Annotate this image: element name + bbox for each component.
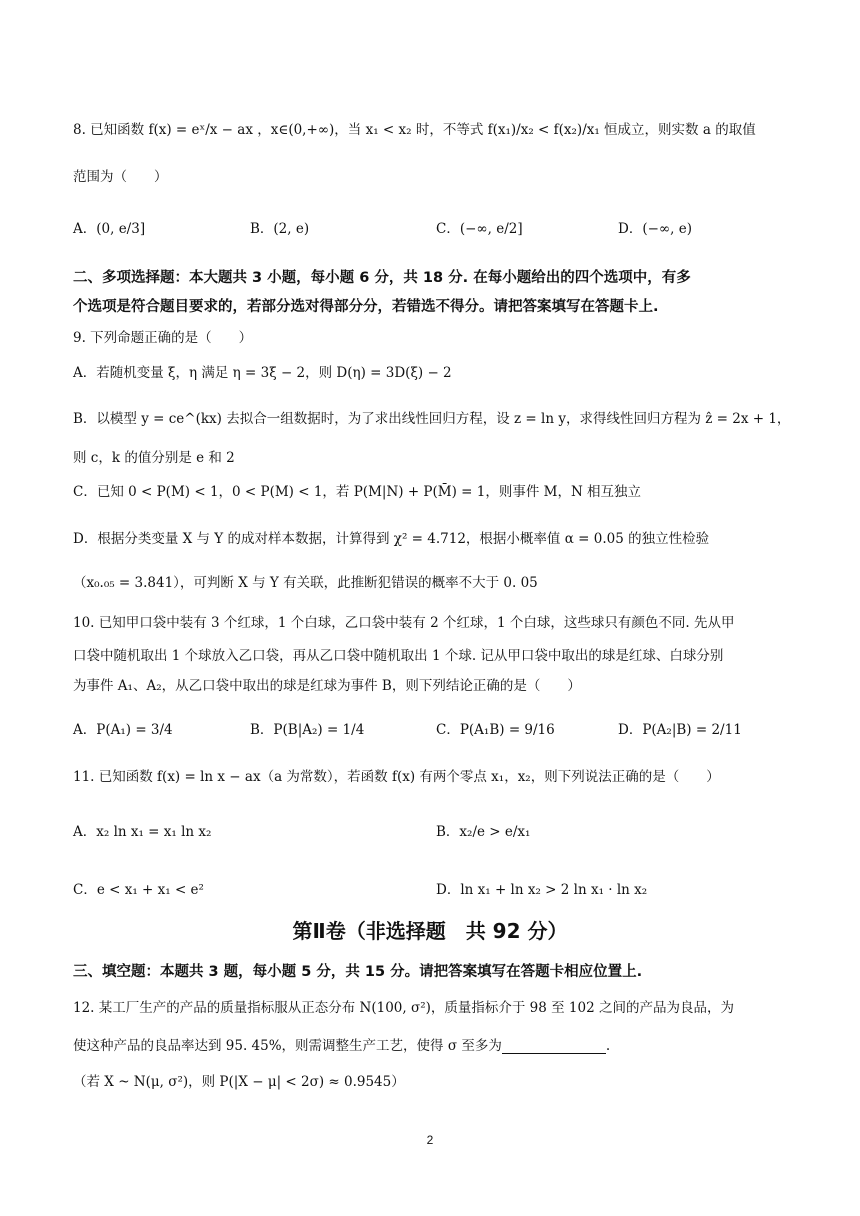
q8-stem-cont: 范围为（ ） [73, 169, 168, 185]
q12-stem-line1: 12. 某工厂生产的产品的质量指标服从正态分布 N(100, σ²)，质量指标介于 98 至 102 之间的产品为良品，为 [73, 1000, 734, 1016]
q9-option-d-line2: （x₀.₀₅ = 3.841），可判断 X 与 Y 有关联，此推断犯错误的概率不大于 0. 05 [73, 575, 538, 591]
section3-heading: 三、填空题：本题共 3 题，每小题 5 分，共 15 分。请把答案填写在答题卡相应位置上. [73, 964, 643, 980]
q12-note: （若 X ~ N(μ, σ²)，则 P(|X − μ| < 2σ) ≈ 0.9545） [73, 1074, 405, 1090]
q10-stem-line3: 为事件 A₁、A₂，从乙口袋中取出的球是红球为事件 B，则下列结论正确的是（ ） [73, 678, 581, 694]
q11-option-a: A．x₂ ln x₁ = x₁ ln x₂ [73, 824, 212, 840]
q10-stem-line2: 口袋中随机取出 1 个球放入乙口袋，再从乙口袋中随机取出 1 个球. 记从甲口袋中取出的球是红球、白球分别 [73, 648, 724, 664]
q10-option-b: B．P(B|A₂) = 1/4 [250, 722, 365, 738]
q11-option-d: D．ln x₁ + ln x₂ > 2 ln x₁ · ln x₂ [436, 882, 648, 898]
q11-option-c: C．e < x₁ + x₁ < e² [73, 882, 204, 898]
q10-stem-line1: 10. 已知甲口袋中装有 3 个红球，1 个白球，乙口袋中装有 2 个红球，1 个白球，这些球只有颜色不同. 先从甲 [73, 615, 735, 631]
q9-stem: 9. 下列命题正确的是（ ） [73, 330, 253, 346]
q9-option-c: C．已知 0 < P(M) < 1，0 < P(M) < 1，若 P(M|N) + P(M̄) = 1，则事件 M，N 相互独立 [73, 484, 642, 500]
q10-option-c: C．P(A₁B) = 9/16 [436, 722, 555, 738]
q9-option-b-line2: 则 c，k 的值分别是 e 和 2 [73, 450, 235, 466]
q8-option-b: B．(2, e) [250, 221, 310, 237]
part2-title: 第Ⅱ卷（非选择题 共 92 分） [292, 919, 568, 943]
section2-heading-line1: 二、多项选择题：本大题共 3 小题，每小题 6 分，共 18 分. 在每小题给出的四个选项中，有多 [73, 270, 691, 286]
q9-option-a: A．若随机变量 ξ，η 满足 η = 3ξ − 2，则 D(η) = 3D(ξ) − 2 [73, 365, 452, 381]
q9-option-d-line1: D．根据分类变量 X 与 Y 的成对样本数据，计算得到 χ² = 4.712，根据小概率值 α = 0.05 的独立性检验 [73, 531, 710, 547]
section2-heading-line2: 个选项是符合题目要求的，若部分选对得部分分，若错选不得分。请把答案填写在答题卡上. [73, 299, 659, 315]
q8-option-d: D．(−∞, e) [618, 221, 692, 237]
page-number: 2 [426, 1133, 434, 1147]
q11-stem: 11. 已知函数 f(x) = ln x − ax（a 为常数），若函数 f(x) 有两个零点 x₁，x₂，则下列说法正确的是（ ） [73, 769, 720, 785]
q8-option-c: C．(−∞, e/2] [436, 221, 523, 237]
q12-answer-blank [502, 1039, 606, 1054]
q9-option-b-line1: B．以模型 y = ce^(kx) 去拟合一组数据时，为了求出线性回归方程，设 z = ln y，求得线性回归方程为 ẑ = 2x + 1， [73, 411, 791, 427]
q12-stem-line2 [73, 1034, 610, 1054]
q10-option-d: D．P(A₂|B) = 2/11 [618, 722, 742, 738]
q12-stem-period: . [605, 1038, 611, 1054]
q8-stem: 8. 已知函数 f(x) = eˣ/x − ax ，x∈(0,+∞)，当 x₁ < x₂ 时，不等式 f(x₁)/x₂ < f(x₂)/x₁ 恒成立，则实数 a 的取值 [73, 122, 756, 138]
q11-option-b: B．x₂/e > e/x₁ [436, 824, 531, 840]
q8-option-a: A．(0, e/3] [73, 221, 146, 237]
q12-stem-text: 使这种产品的良品率达到 95. 45%，则需调整生产工艺，使得 σ 至多为 [73, 1038, 502, 1054]
q10-option-a: A．P(A₁) = 3/4 [73, 722, 173, 738]
